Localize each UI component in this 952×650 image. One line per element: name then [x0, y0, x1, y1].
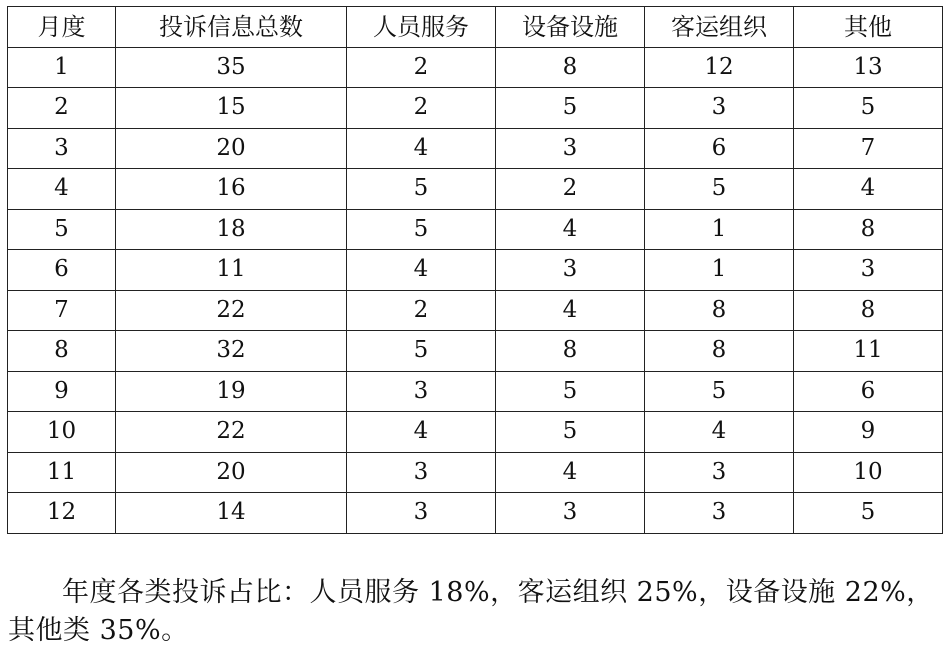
cell-total: 20 — [116, 452, 347, 493]
header-month: 月度 — [8, 7, 116, 48]
cell-month: 2 — [8, 88, 116, 129]
cell-total: 22 — [116, 412, 347, 453]
cell-month: 7 — [8, 290, 116, 331]
cell-staff-service: 3 — [347, 452, 496, 493]
cell-staff-service: 4 — [347, 128, 496, 169]
table-row — [8, 412, 943, 453]
cell-passenger-org: 1 — [645, 250, 794, 291]
cell-equipment: 8 — [496, 331, 645, 372]
header-equipment: 设备设施 — [496, 7, 645, 48]
cell-month: 11 — [8, 452, 116, 493]
cell-passenger-org: 5 — [645, 371, 794, 412]
cell-staff-service: 2 — [347, 290, 496, 331]
table-header-row — [8, 7, 943, 48]
header-other: 其他 — [794, 7, 943, 48]
cell-equipment: 5 — [496, 88, 645, 129]
complaint-table-container — [7, 6, 943, 534]
cell-other: 8 — [794, 290, 943, 331]
table-body — [8, 47, 943, 533]
cell-equipment: 5 — [496, 412, 645, 453]
cell-equipment: 2 — [496, 169, 645, 210]
cell-total: 18 — [116, 209, 347, 250]
table-row — [8, 88, 943, 129]
cell-other: 11 — [794, 331, 943, 372]
cell-total: 35 — [116, 47, 347, 88]
cell-staff-service: 4 — [347, 412, 496, 453]
cell-equipment: 3 — [496, 128, 645, 169]
cell-passenger-org: 5 — [645, 169, 794, 210]
cell-equipment: 5 — [496, 371, 645, 412]
cell-total: 15 — [116, 88, 347, 129]
cell-staff-service: 2 — [347, 88, 496, 129]
cell-month: 5 — [8, 209, 116, 250]
table-row — [8, 47, 943, 88]
cell-passenger-org: 6 — [645, 128, 794, 169]
cell-passenger-org: 3 — [645, 493, 794, 534]
table-row — [8, 331, 943, 372]
cell-equipment: 4 — [496, 209, 645, 250]
cell-staff-service: 3 — [347, 371, 496, 412]
cell-other: 4 — [794, 169, 943, 210]
cell-month: 9 — [8, 371, 116, 412]
cell-passenger-org: 1 — [645, 209, 794, 250]
cell-month: 8 — [8, 331, 116, 372]
table-row — [8, 169, 943, 210]
cell-passenger-org: 12 — [645, 47, 794, 88]
cell-other: 5 — [794, 493, 943, 534]
cell-month: 4 — [8, 169, 116, 210]
summary-note-text: 年度各类投诉占比：人员服务 18%，客运组织 25%，设备设施 22%，其他类 35%。 — [8, 577, 934, 646]
summary-note — [8, 574, 944, 650]
header-total: 投诉信息总数 — [116, 7, 347, 48]
complaint-table — [7, 6, 943, 534]
table-row — [8, 250, 943, 291]
table-row — [8, 290, 943, 331]
cell-month: 3 — [8, 128, 116, 169]
cell-staff-service: 5 — [347, 331, 496, 372]
table-row — [8, 493, 943, 534]
cell-total: 16 — [116, 169, 347, 210]
cell-month: 10 — [8, 412, 116, 453]
cell-passenger-org: 8 — [645, 331, 794, 372]
cell-passenger-org: 3 — [645, 452, 794, 493]
cell-month: 12 — [8, 493, 116, 534]
cell-other: 3 — [794, 250, 943, 291]
cell-staff-service: 3 — [347, 493, 496, 534]
cell-month: 6 — [8, 250, 116, 291]
cell-total: 20 — [116, 128, 347, 169]
cell-equipment: 8 — [496, 47, 645, 88]
cell-other: 6 — [794, 371, 943, 412]
table-row — [8, 128, 943, 169]
cell-staff-service: 2 — [347, 47, 496, 88]
cell-passenger-org: 3 — [645, 88, 794, 129]
cell-total: 14 — [116, 493, 347, 534]
cell-other: 5 — [794, 88, 943, 129]
cell-other: 8 — [794, 209, 943, 250]
cell-passenger-org: 8 — [645, 290, 794, 331]
cell-staff-service: 5 — [347, 209, 496, 250]
cell-other: 10 — [794, 452, 943, 493]
cell-other: 7 — [794, 128, 943, 169]
table-row — [8, 371, 943, 412]
cell-month: 1 — [8, 47, 116, 88]
cell-equipment: 4 — [496, 290, 645, 331]
cell-total: 19 — [116, 371, 347, 412]
cell-other: 13 — [794, 47, 943, 88]
cell-staff-service: 4 — [347, 250, 496, 291]
cell-total: 32 — [116, 331, 347, 372]
cell-total: 22 — [116, 290, 347, 331]
header-staff-service: 人员服务 — [347, 7, 496, 48]
table-row — [8, 209, 943, 250]
cell-total: 11 — [116, 250, 347, 291]
cell-passenger-org: 4 — [645, 412, 794, 453]
cell-other: 9 — [794, 412, 943, 453]
cell-equipment: 3 — [496, 250, 645, 291]
cell-staff-service: 5 — [347, 169, 496, 210]
cell-equipment: 3 — [496, 493, 645, 534]
cell-equipment: 4 — [496, 452, 645, 493]
header-passenger-org: 客运组织 — [645, 7, 794, 48]
table-row — [8, 452, 943, 493]
